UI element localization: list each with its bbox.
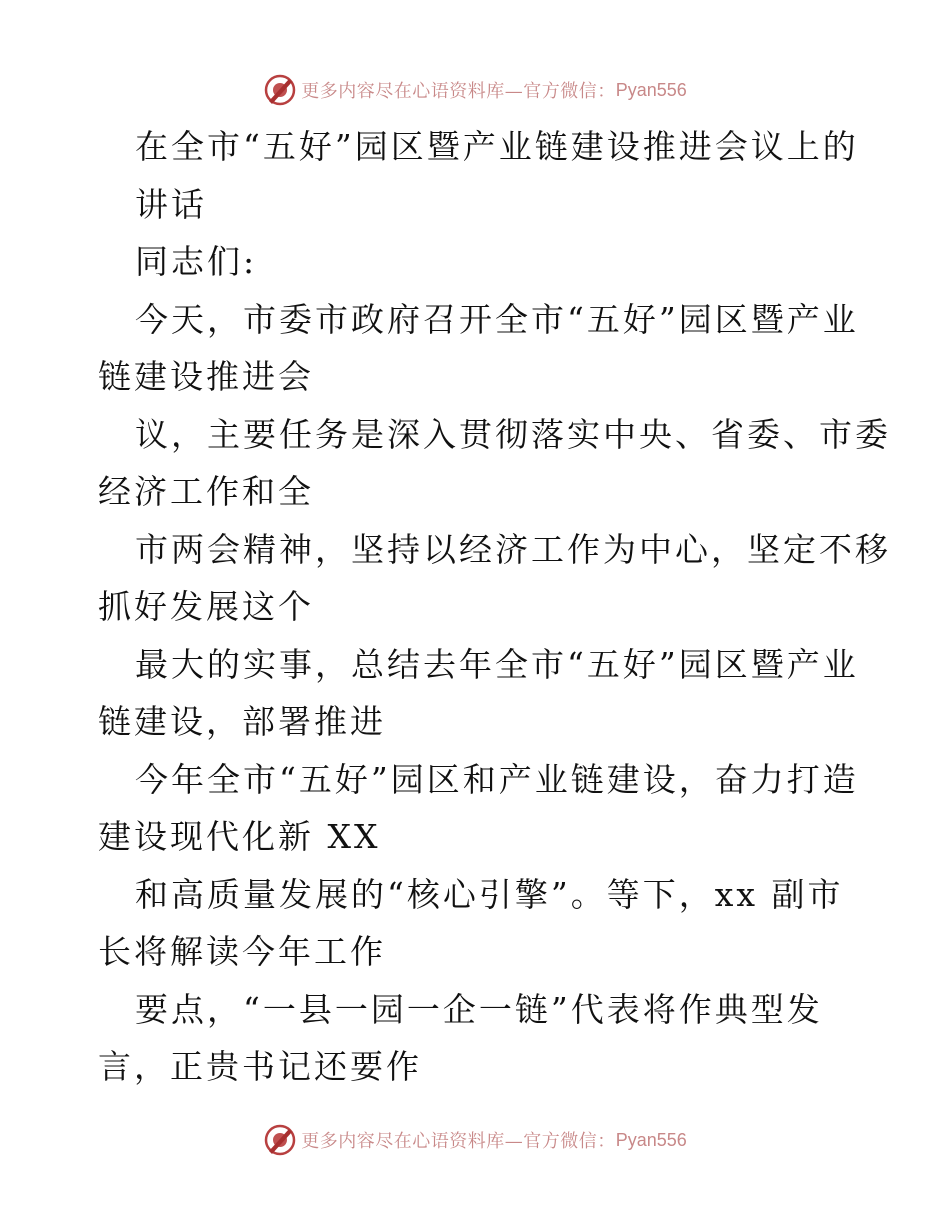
pen-logo-icon <box>263 73 297 107</box>
text-line: 今天，市委市政府召开全市“五好”园区暨产业 <box>135 299 859 339</box>
text-line: 在全市“五好”园区暨产业链建设推进会议上的 <box>135 127 859 166</box>
pen-logo-icon <box>263 1123 297 1157</box>
text-line: 要点，“一县一园一企一链”代表将作典型发 <box>135 989 823 1029</box>
text-line: 最大的实事，总结去年全市“五好”园区暨产业 <box>135 644 859 684</box>
text-line: 经济工作和全 <box>98 472 314 511</box>
text-line: 讲话 <box>135 184 207 224</box>
document-body <box>98 118 891 1096</box>
text-line: 链建设推进会 <box>98 357 314 396</box>
text-line: 建设现代化新 XX <box>98 817 381 856</box>
footer-watermark <box>0 1120 950 1160</box>
text-line: 抓好发展这个 <box>98 587 314 626</box>
text-line: 链建设，部署推进 <box>98 702 386 741</box>
text-line: 今年全市“五好”园区和产业链建设，奋力打造 <box>135 759 859 799</box>
watermark-account: Pyan556 <box>615 1129 687 1150</box>
text-line: 长将解读今年工作 <box>98 932 386 971</box>
header-watermark <box>0 70 950 110</box>
watermark-account: Pyan556 <box>615 79 687 100</box>
text-line: 议，主要任务是深入贯彻落实中央、省委、市委 <box>135 414 891 454</box>
watermark-text: 更多内容尽在心语资料库—官方微信： <box>301 81 616 102</box>
text-line: 和高质量发展的“核心引擎”。等下，xx 副市 <box>135 874 844 914</box>
text-line: 市两会精神，坚持以经济工作为中心，坚定不移 <box>135 529 891 569</box>
text-line: 言，正贵书记还要作 <box>98 1047 422 1086</box>
watermark-text: 更多内容尽在心语资料库—官方微信： <box>301 1131 616 1152</box>
text-line: 同志们: <box>135 242 258 281</box>
